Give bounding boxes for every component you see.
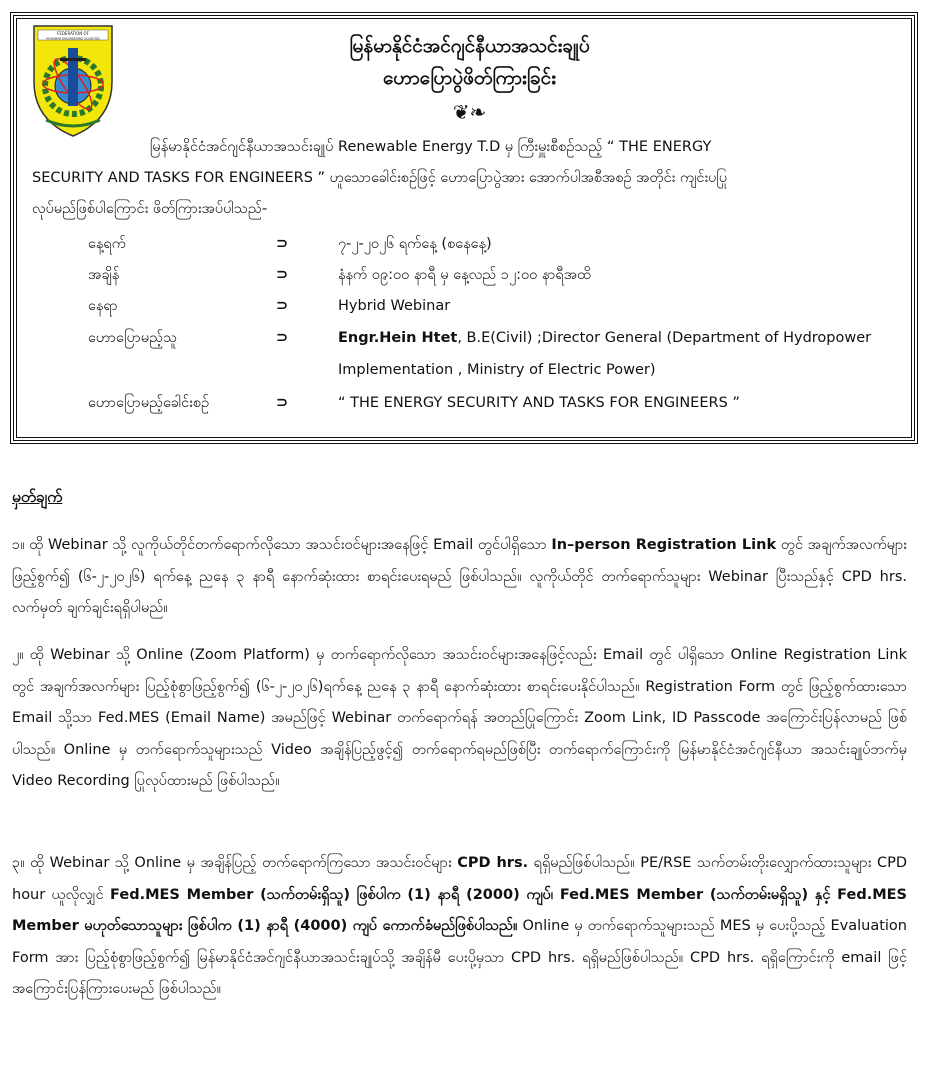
detail-label: ဟောပြောမည့်သူ bbox=[88, 330, 178, 346]
separator-icon: ⊃ bbox=[276, 236, 289, 252]
speaker-title: , B.E(Civil) ;Director General (Department of Hydropower bbox=[457, 330, 872, 346]
speaker-name: Engr.Hein Htet bbox=[338, 330, 458, 346]
separator-icon: ⊃ bbox=[276, 298, 289, 314]
detail-label: နေရာ bbox=[88, 298, 118, 314]
intro-paragraph bbox=[32, 132, 906, 225]
intro-line-2: SECURITY AND TASKS FOR ENGINEERS ” ဟူသောခေါင်းစဉ်ဖြင့် ဟောပြောပွဲအား အောက်ပါအစီအစဉ် အတိုင်း ကျင်းပပြု bbox=[32, 170, 728, 186]
detail-label: နေ့ရက် bbox=[88, 236, 126, 252]
org-title: မြန်မာနိုင်ငံအင်ဂျင်နီယာအသင်းချုပ် bbox=[349, 35, 590, 57]
detail-value bbox=[338, 323, 908, 354]
intro-line-3: လုပ်မည်ဖြစ်ပါကြောင်း ဖိတ်ကြားအပ်ပါသည်- bbox=[32, 201, 268, 217]
invitation-title: ဟောပြောပွဲဖိတ်ကြားခြင်း bbox=[382, 67, 557, 89]
ornament: ❦❧ bbox=[452, 100, 487, 124]
detail-label: အချိန် bbox=[88, 267, 120, 283]
intro-line-1: မြန်မာနိုင်ငံအင်ဂျင်နီယာအသင်းချုပ် Renewable Energy T.D မှ ကြီးမှူးစီစဉ်သည့် “ THE ENERGY bbox=[150, 139, 712, 155]
detail-value: ၇-၂-၂၀၂၆ ရက်နေ့ (စနေနေ့) bbox=[338, 236, 492, 252]
svg-text:MYANMAR ENGINEERING SOCIETIES: MYANMAR ENGINEERING SOCIETIES bbox=[46, 36, 100, 41]
note-paragraph-2: ၂။ ထို Webinar သို့ Online (Zoom Platform) မှ တက်ရောက်လိုသော အသင်းဝင်များအနေဖြင့်လည်း Email တွင် ပါရှိသော Online Registration Link တွင် အချက်အလက်များ ပြည့်စုံစွာဖြည့်စွက်၍ (၆-၂-၂၀၂၆)ရက်နေ့ ညနေ ၃ နာရီ နောက်ဆုံးထား စာရင်းပေးနိုင်ပါသည်။ Registration Form တွင် ဖြည့်စွက်ထားသော Email သို့သာ Fed.MES (Email Name) အမည်ဖြင့် Webinar တက်ရောက်ရန် အတည်ပြုကြောင်း Zoom Link, ID Passcode အကြောင်းပြန်လာမည် ဖြစ်ပါသည်။ Online မှ တက်ရောက်သူများသည် Video အချိန်ပြည့်ဖွင့်၍ တက်ရောက်ရမည်ဖြစ်ပြီး တက်ရောက်ကြောင်းကို မြန်မာနိုင်ငံအင်ဂျင်နီယာ အသင်းချုပ်ဘက်မှ Video Recording ပြုလုပ်ထားမည် ဖြစ်ပါသည်။ bbox=[12, 647, 907, 789]
separator-icon: ⊃ bbox=[276, 330, 289, 346]
notes-heading: မှတ်ချက် bbox=[12, 488, 63, 506]
detail-value: Hybrid Webinar bbox=[338, 298, 451, 314]
detail-label: ဟောပြောမည့်ခေါင်းစဉ် bbox=[88, 395, 210, 411]
note-paragraph-1: ၁။ ထို Webinar သို့ လူကိုယ်တိုင်တက်ရောက်လိုသော အသင်းဝင်များအနေဖြင့် Email တွင်ပါရှိသော In–person Registration Link တွင် အချက်အလက်များ ဖြည့်စွက်၍ (၆-၂-၂၀၂၆) ရက်နေ့ ညနေ ၃ နာရီ နောက်ဆုံးထား စာရင်းပေးရမည် ဖြစ်ပါသည်။ လူကိုယ်တိုင် တက်ရောက်သူများ Webinar ပြီးသည်နှင့် CPD hrs. လက်မှတ် ချက်ချင်းရရှိပါမည်။ bbox=[12, 537, 907, 616]
detail-value: Implementation , Ministry of Electric Power) bbox=[338, 362, 656, 378]
separator-icon: ⊃ bbox=[276, 267, 289, 283]
note-paragraph-3: ၃။ ထို Webinar သို့ Online မှ အချိန်ပြည့် တက်ရောက်ကြသော အသင်းဝင်များ CPD hrs. ရရှိမည်ဖြစ်ပါသည်။ PE/RSE သက်တမ်းတိုးလျှောက်ထားသူများ CPD hour ယူလိုလျှင် Fed.MES Member (သက်တမ်းရှိသူ) ဖြစ်ပါက (1) နာရီ (2000) ကျပ်၊ Fed.MES Member (သက်တမ်းမရှိသူ) နှင့် Fed.MES Member မဟုတ်သောသူများ ဖြစ်ပါက (1) နာရီ (4000) ကျပ် ကောက်ခံမည်ဖြစ်ပါသည်။ Online မှ တက်ရောက်သူများသည် MES မှ ပေးပို့သည့် Evaluation Form အား ပြည့်စုံစွာဖြည့်စွက်၍ မြန်မာနိုင်ငံအင်ဂျင်နီယာအသင်းချုပ်သို့ အချိန်မီ ပေးပို့မှသာ CPD hrs. ရရှိမည်ဖြစ်ပါသည်။ CPD hrs. ရရှိကြောင်းကို email ဖြင့် အကြောင်းပြန်ကြားပေးမည် ဖြစ်ပါသည်။ bbox=[12, 855, 908, 997]
detail-value: “ THE ENERGY SECURITY AND TASKS FOR ENGINEERS ” bbox=[338, 395, 740, 411]
svg-text:FEDERATION OF: FEDERATION OF bbox=[57, 31, 89, 36]
detail-value: နံနက် ၀၉:၀၀ နာရီ မှ နေ့လည် ၁၂:၀၀ နာရီအထိ bbox=[338, 267, 592, 283]
separator-icon: ⊃ bbox=[276, 395, 289, 411]
